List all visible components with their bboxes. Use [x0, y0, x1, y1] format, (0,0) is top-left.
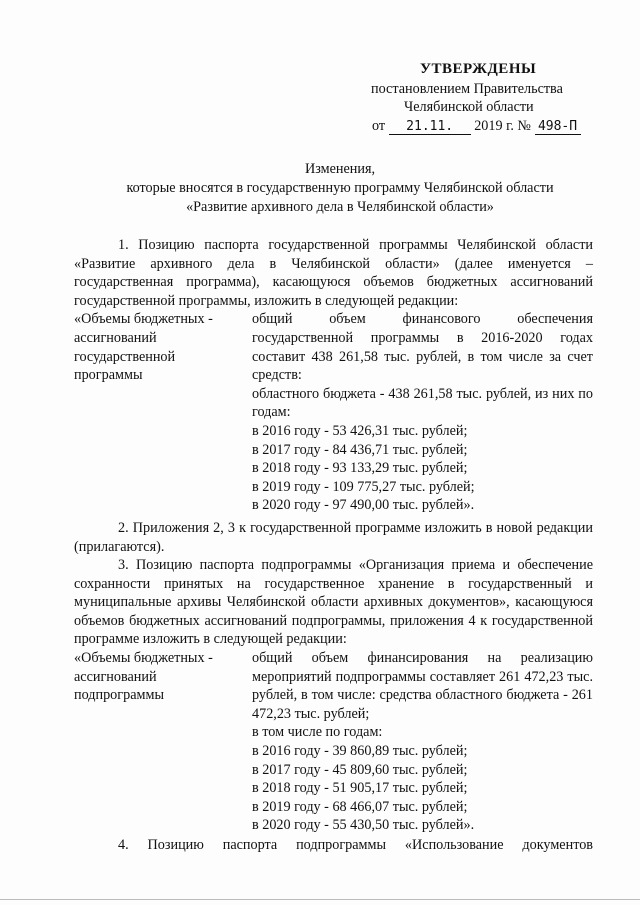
- item-2-text: 2. Приложения 2, 3 к государственной программе изложить в новой редакции (прилагаются).: [74, 520, 593, 555]
- approval-line-2: Челябинской области: [404, 99, 534, 115]
- date-prefix: от: [372, 118, 386, 134]
- item-1-value-budget: областного бюджета - 438 261,58 тыс. рублей, из них по годам:: [252, 385, 593, 421]
- approval-line-1: постановлением Правительства: [371, 81, 563, 97]
- item-1-passport-label: «Объемы бюджетных - ассигнований государственной программы: [74, 311, 213, 384]
- item-3-passport-label: «Объемы бюджетных - ассигнований подпрограммы: [74, 649, 213, 704]
- heading-line-1: Изменения,: [304, 161, 376, 177]
- item-4-text: 4. Позицию паспорта подпрограммы «Использование документов: [118, 837, 593, 853]
- item-3: [74, 556, 593, 835]
- item-1-text: 1. Позицию паспорта государственной программы Челябинской области «Развитие архивного дела в Челябинской области» (далее именуется – государственная программа), касающуюся объемов бюджетных ассигнований государственной программы, изложить в следующей редакции:: [74, 237, 593, 309]
- item-1-value-intro: общий объем финансового обеспечения государственной программы в 2016-2020 годах составит 438 261,58 тыс. рублей, в том числе за счет средств:: [252, 311, 593, 384]
- item-1-year: в 2018 году - 93 133,29 тыс. рублей;: [252, 460, 468, 477]
- approval-title: УТВЕРЖДЕНЫ: [420, 61, 537, 77]
- item-4: [74, 836, 593, 855]
- item-1-year: в 2019 году - 109 775,27 тыс. рублей;: [252, 478, 475, 495]
- item-3-year: в 2019 году - 68 466,07 тыс. рублей;: [252, 798, 468, 815]
- item-1-year: в 2020 году - 97 490,00 тыс. рублей».: [252, 497, 475, 514]
- year-text: 2019 г. №: [474, 118, 531, 134]
- item-3-year: в 2017 году - 45 809,60 тыс. рублей;: [252, 761, 468, 778]
- item-3-value-intro: общий объем финансирования на реализацию мероприятий подпрограммы составляет 261 472,23 тыс. рублей, в том числе: средства областного бюджета - 261 472,23 тыс. рублей;: [252, 649, 593, 722]
- item-1-year: в 2016 году - 53 426,31 тыс. рублей;: [252, 422, 468, 439]
- item-1-passport: [74, 310, 593, 515]
- item-3-year: в 2020 году - 55 430,50 тыс. рублей».: [252, 817, 475, 834]
- document-heading: [60, 160, 620, 217]
- date-field: 21.11.: [389, 119, 471, 135]
- heading-line-2: которые вносятся в государственную программу Челябинской области: [126, 180, 554, 196]
- page-bottom-edge: [0, 899, 640, 900]
- heading-line-3: «Развитие архивного дела в Челябинской области»: [186, 199, 494, 215]
- item-2: [74, 519, 593, 556]
- approval-date-line: [372, 117, 581, 135]
- item-1: [74, 236, 593, 515]
- item-3-text: 3. Позицию паспорта подпрограммы «Организация приема и обеспечение сохранности принятых на государственное хранение в государственный и муниципальные архивы Челябинской области архивных документов», касающуюся объемов бюджетных ассигнований подпрограммы, приложения 4 к государственной программе изложить в следующей редакции:: [74, 557, 593, 648]
- item-1-year: в 2017 году - 84 436,71 тыс. рублей;: [252, 441, 468, 458]
- item-3-value-sub: в том числе по годам:: [252, 724, 383, 741]
- item-3-passport: [74, 649, 593, 835]
- decree-number: 498-П: [535, 119, 581, 135]
- item-1-passport-value: [252, 310, 593, 515]
- item-3-year: в 2016 году - 39 860,89 тыс. рублей;: [252, 742, 468, 759]
- item-3-passport-value: [252, 649, 593, 835]
- item-3-year: в 2018 году - 51 905,17 тыс. рублей;: [252, 780, 468, 797]
